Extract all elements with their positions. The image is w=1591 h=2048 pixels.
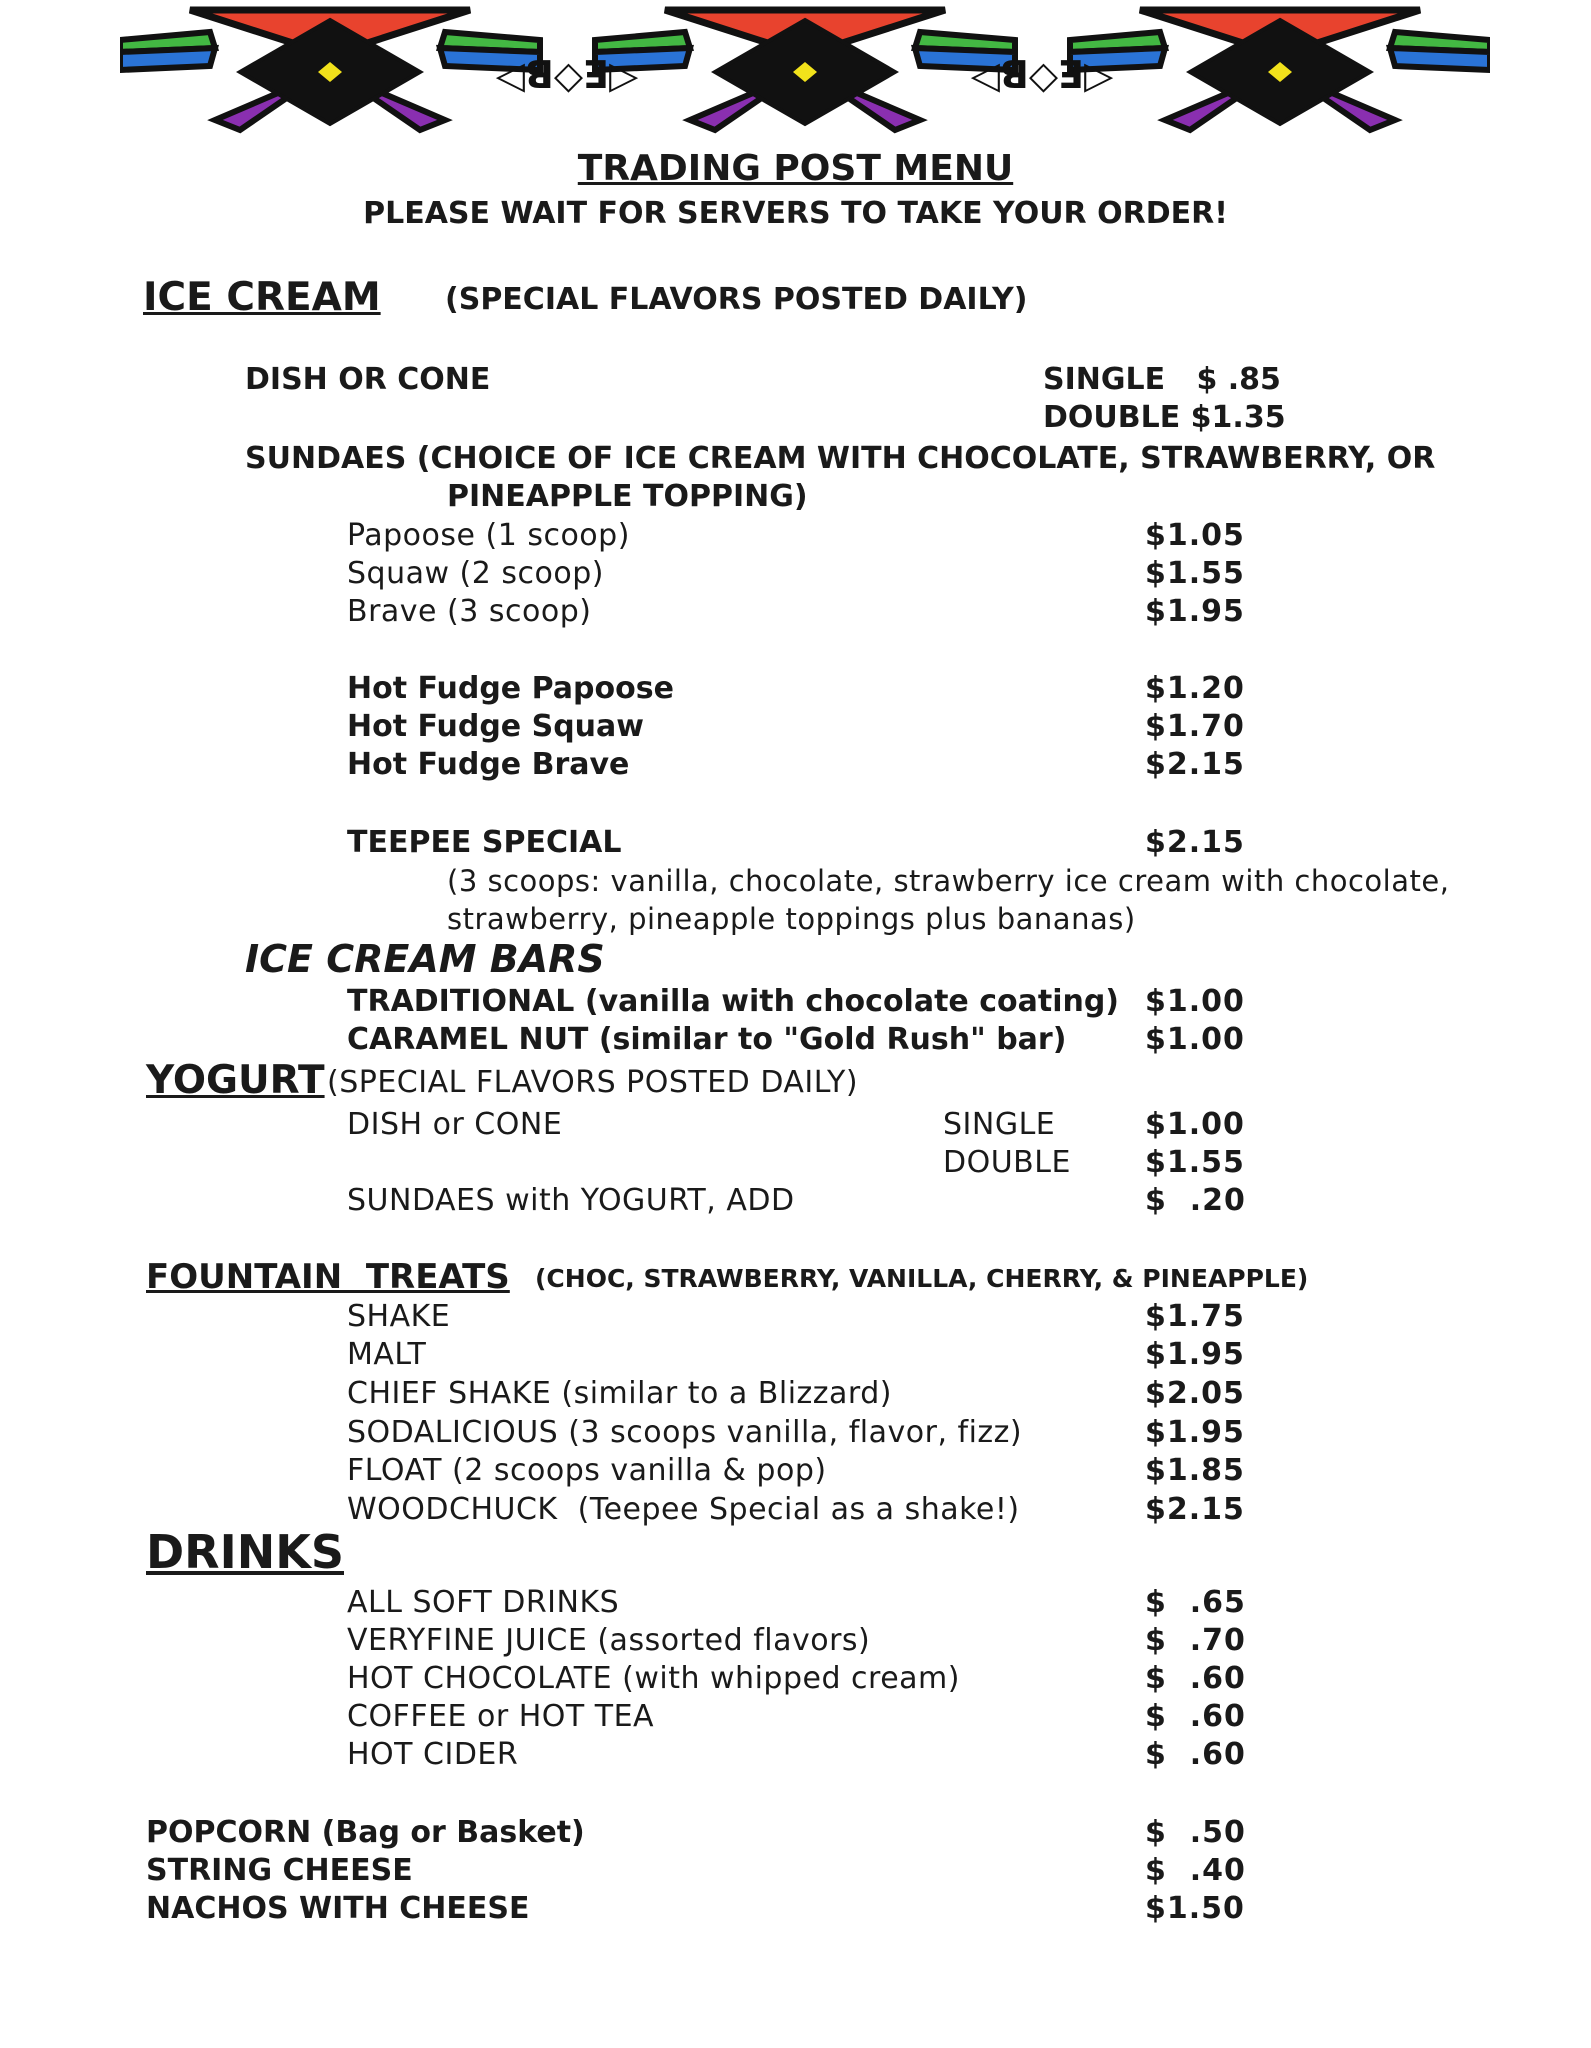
drink-coffee-tea-price: $ .60 — [1145, 1699, 1246, 1734]
ice-cream-bars-heading: ICE CREAM BARS — [245, 937, 605, 981]
yogurt-sundae-price: $ .20 — [1145, 1183, 1246, 1218]
banner-glyphs-left: ◁ꓭ◇ꓱ▷ — [495, 53, 639, 97]
fountain-chief-shake: CHIEF SHAKE (similar to a Blizzard) — [347, 1376, 892, 1411]
snack-string-cheese-price: $ .40 — [1145, 1853, 1246, 1888]
bar-traditional: TRADITIONAL (vanilla with chocolate coating) — [347, 984, 1120, 1019]
snack-popcorn: POPCORN (Bag or Basket) — [146, 1815, 585, 1850]
hot-fudge-papoose: Hot Fudge Papoose — [347, 671, 674, 706]
fountain-woodchuck: WOODCHUCK (Teepee Special as a shake!) — [347, 1492, 1020, 1527]
fountain-malt-price: $1.95 — [1145, 1337, 1245, 1372]
hot-fudge-squaw: Hot Fudge Squaw — [347, 709, 644, 744]
fountain-note: (CHOC, STRAWBERRY, VANILLA, CHERRY, & PINEAPPLE) — [535, 1264, 1309, 1293]
teepee-special-price: $2.15 — [1145, 825, 1245, 860]
bar-caramel-nut-price: $1.00 — [1145, 1022, 1245, 1057]
drink-soft-price: $ .65 — [1145, 1585, 1246, 1620]
sundae-squaw: Squaw (2 scoop) — [347, 556, 604, 591]
sundae-squaw-price: $1.55 — [1145, 556, 1245, 591]
drinks-heading: DRINKS — [146, 1525, 344, 1579]
snack-popcorn-price: $ .50 — [1145, 1815, 1246, 1850]
drink-soft: ALL SOFT DRINKS — [347, 1585, 620, 1620]
fountain-malt: MALT — [347, 1337, 427, 1372]
ice-cream-heading: ICE CREAM — [143, 275, 381, 320]
hot-fudge-brave: Hot Fudge Brave — [347, 747, 630, 782]
fountain-heading: FOUNTAIN TREATS — [146, 1257, 510, 1297]
bar-traditional-price: $1.00 — [1145, 984, 1245, 1019]
drink-hot-chocolate-price: $ .60 — [1145, 1661, 1246, 1696]
fountain-float: FLOAT (2 scoops vanilla & pop) — [347, 1453, 827, 1488]
hot-fudge-brave-price: $2.15 — [1145, 747, 1245, 782]
yogurt-note: (SPECIAL FLAVORS POSTED DAILY) — [327, 1065, 859, 1100]
yogurt-double-label: DOUBLE — [943, 1145, 1071, 1180]
fountain-float-price: $1.85 — [1145, 1453, 1245, 1488]
yogurt-single-price: $1.00 — [1145, 1107, 1245, 1142]
yogurt-dish-label: DISH or CONE — [347, 1107, 563, 1142]
menu-subtitle: PLEASE WAIT FOR SERVERS TO TAKE YOUR ORDER! — [363, 196, 1228, 231]
menu-title: TRADING POST MENU — [577, 148, 1014, 189]
drink-juice-price: $ .70 — [1145, 1623, 1246, 1658]
snack-nachos: NACHOS WITH CHEESE — [146, 1891, 530, 1926]
fountain-chief-shake-price: $2.05 — [1145, 1376, 1245, 1411]
drink-coffee-tea: COFFEE or HOT TEA — [347, 1699, 655, 1734]
dish-cone-label: DISH OR CONE — [245, 362, 491, 397]
drink-hot-cider: HOT CIDER — [347, 1737, 519, 1772]
sundaes-line-1: SUNDAES (CHOICE OF ICE CREAM WITH CHOCOLATE, STRAWBERRY, OR — [245, 441, 1436, 476]
bar-caramel-nut: CARAMEL NUT (similar to "Gold Rush" bar) — [347, 1022, 1067, 1057]
hot-fudge-papoose-price: $1.20 — [1145, 671, 1245, 706]
fountain-shake: SHAKE — [347, 1299, 451, 1334]
drink-juice: VERYFINE JUICE (assorted flavors) — [347, 1623, 871, 1658]
sundaes-line-2: PINEAPPLE TOPPING) — [447, 479, 808, 514]
sundae-brave: Brave (3 scoop) — [347, 594, 592, 629]
southwest-banner — [120, 0, 1490, 150]
dish-single-price: SINGLE $ .85 — [1043, 362, 1281, 397]
fountain-shake-price: $1.75 — [1145, 1299, 1245, 1334]
fountain-woodchuck-price: $2.15 — [1145, 1492, 1245, 1527]
drink-hot-chocolate: HOT CHOCOLATE (with whipped cream) — [347, 1661, 960, 1696]
snack-nachos-price: $1.50 — [1145, 1891, 1245, 1926]
dish-double-price: DOUBLE $1.35 — [1043, 400, 1286, 435]
yogurt-single-label: SINGLE — [943, 1107, 1056, 1142]
yogurt-heading: YOGURT — [146, 1058, 325, 1103]
sundae-brave-price: $1.95 — [1145, 594, 1245, 629]
snack-string-cheese: STRING CHEESE — [146, 1853, 413, 1888]
teepee-desc-2: strawberry, pineapple toppings plus bananas) — [447, 902, 1136, 936]
fountain-sodalicious-price: $1.95 — [1145, 1415, 1245, 1450]
drink-hot-cider-price: $ .60 — [1145, 1737, 1246, 1772]
yogurt-sundae-label: SUNDAES with YOGURT, ADD — [347, 1183, 795, 1218]
banner-glyphs-right: ◁ꓭ◇ꓱ▷ — [970, 53, 1114, 97]
teepee-desc-1: (3 scoops: vanilla, chocolate, strawberry ice cream with chocolate, — [447, 864, 1450, 898]
yogurt-double-price: $1.55 — [1145, 1145, 1245, 1180]
sundae-papoose: Papoose (1 scoop) — [347, 518, 630, 553]
teepee-special: TEEPEE SPECIAL — [347, 825, 622, 860]
sundae-papoose-price: $1.05 — [1145, 518, 1245, 553]
fountain-sodalicious: SODALICIOUS (3 scoops vanilla, flavor, fizz) — [347, 1415, 1023, 1450]
hot-fudge-squaw-price: $1.70 — [1145, 709, 1245, 744]
ice-cream-note: (SPECIAL FLAVORS POSTED DAILY) — [445, 282, 1028, 317]
